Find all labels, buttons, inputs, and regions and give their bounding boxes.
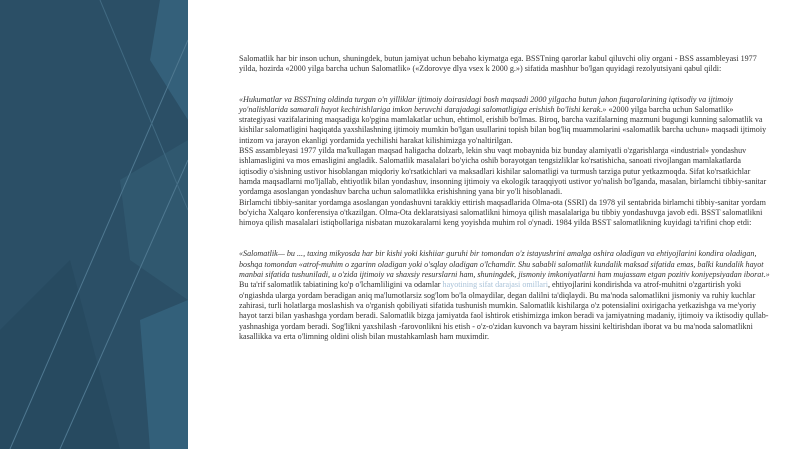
geometric-pattern-icon [0, 0, 188, 449]
spacer [239, 228, 771, 249]
decorative-sidebar [0, 0, 188, 449]
intro-paragraph: Salomatlik har bir inson uchun, shuningdek, butun jamiyat uchun bebaho kiymatga ega. BSSTning qarorlar kabul qiluvchi oliy organi - BSS assambleyasi 1977 yilda, hozirda «2000 yilga barcha uchun Salomatlik» («Zdorovye dlya vsex k 2000 g.») sifatida mashhur bo'lgan quyidagi rezolyutsiyani qabul qildi: [239, 54, 757, 74]
paragraph-4-text-end: , ehtiyojlarini kondirishda va atrof-muhitni o'zgartirish yoki o'ngiashda ularga yordam beradigan aniq ma'lumotlarsiz sog'lom bo'la olmaydilar, degan dalilni ta'diqlaydi. Bu ma'noda salomatlikni jismoniy va ruhiy kuchlar zahirasi, turli holatlarga moslashish va o'rganish qobiliyati sifatida tushunish mumkin. Salomatlik kishilarga o'z potensialini oxirigacha yetkazishga va me'yoriy hayot tarzi bilan yashashga yordam beradi. Salomatlik bizga jamiyatda faol ishtirok etishimizga imkon beradi va jamiyatning madaniy, ijtimoiy va iktisodiy qullab-yashnashiga yordam beradi. Sog'likni yaxshilash -farovonlikni his etish - o'z-o'zidan kuvonch va bayram hissini keltirishdan iborat va bu ma'noda salomatlikni kasallikka va erta o'limning oldini olish bilan mustahkamlash ham muximdir. [239, 280, 769, 341]
paragraph-3: Birlamchi tibbiy-sanitar yordamga asoslangan yondashuvni tarakkiy ettirish maqsadlarida Olma-ota (SSRI) da 1978 yil sentabrida birlamchi tibbiy-sanitar yordam bo'yicha Xalqaro konferensiya o'tkazilgan. Olma-Ota deklaratsiyasi salomatlikni himoya qilish masalalariga bu tibbiy yondashuvga javob edi. BSST salomatlikni himoya qilish masalalari istiqbollariga nisbatan muzokaralarni keng yoyishda muhim rol o'ynadi. 1984 yilda BSST salomatlikning kuyidagi ta'rifini chop etdi: [239, 197, 766, 228]
paragraph-1-text: «2000 yilga barcha uchun Salomatlik» strategiyasi vazifalarining maqsadiga ko'pgina mamlakatlar uchun, ehtimol, erishib bo'lmas. Biroq, barcha vazifalarning mazmuni bugungi kunning salomatlik va kishilar salomatligini haqiqatda yaxshilashning ijtimoiy mumkin bo'lgan usullarini topish bilan bog'liq muammolarini «salomatlik barcha uchun» maqsadi ijtimoiy intizom va jarayon ekanligi yordamida yechilishi harakat kilishimizga yo'naltirilgan. [239, 104, 767, 145]
paragraph-4-text-start: Bu ta'rif salomatlik tabiatining ko'p o'lchamliligini va odamlar [239, 280, 443, 290]
quote-health-definition: «Salomatlik— bu ..., taxing mikyosda har bir kishi yoki kishiiar guruhi bir tomondan o'z istayushrini amalga oshira oladigan va ehtiyojlarini kondira oladigan, boshqa tomondan «atrof-muhim o zgarinn oladigan yoki o'sqlay oladigan o'lchamdir. Shu sababli salomatlik kundalik maksad sifatida emas, balki kundalik hayot manbai sifatida tushuniladi, u o'zida ijtimoiy va shaxsiy resurslarni ham, shuningdek, jismoniy imkoniyatlarni ham mujassam etgan pozitiv koniyepsiyadan iborat.» [239, 249, 770, 280]
document-body [239, 54, 771, 342]
paragraph-4 [239, 280, 771, 342]
quality-of-life-link[interactable]: hayotining sifat darajasi omillari [442, 280, 548, 290]
paragraph-2: BSS assambleyasi 1977 yilda ma'kullagan maqsad haligacha dolzarb, lekin shu vaqt mobaynida biz bunday alamiyatli o'zgarishlarga «industrial» yondashuv ishlamasligini va mos emasligini angladik. Salomatlik masalalari bo'yicha oshib borayotgan tengsizliklar ko'rsatishicha, sanoati rivojlangan mamlakatlarda iqtisodiy o'sishning ustivor hisoblangan miqdoriy ko'rsatkichlari va maksadlari kishilar salomatligi va turmush tarziga putur yetkazmoqda. Sifat ko'rsatkichlar hamda maqsadlarni mo'ljallab, ehtiyotlik bilan yondashuv, insonning ijtimoiy va ekologik taraqqiyoti ustivor yo'nalish bo'lganda, masalan, birlamchi tibbiy-sanitar yordamga asoslangan yondashuv barcha uchun salomatlikka erishishning yana bir yo'li hisoblanadi. [239, 146, 767, 197]
paragraph-1 [239, 95, 771, 146]
quote-who-resolution: «Hukumatlar va BSSTning oldinda turgan o'n yilliklar ijtimoiy doirasidagi bosh maqsadi 2000 yilgacha butun jahon fuqarolarining iqtisodiy va ijtimoiy yo'nalishlarida samarali hayot kechirishlariga imkon beruvchi darajadagi salomatligiga erishish bo'lishi kerak.» [239, 94, 733, 114]
spacer [239, 75, 771, 95]
